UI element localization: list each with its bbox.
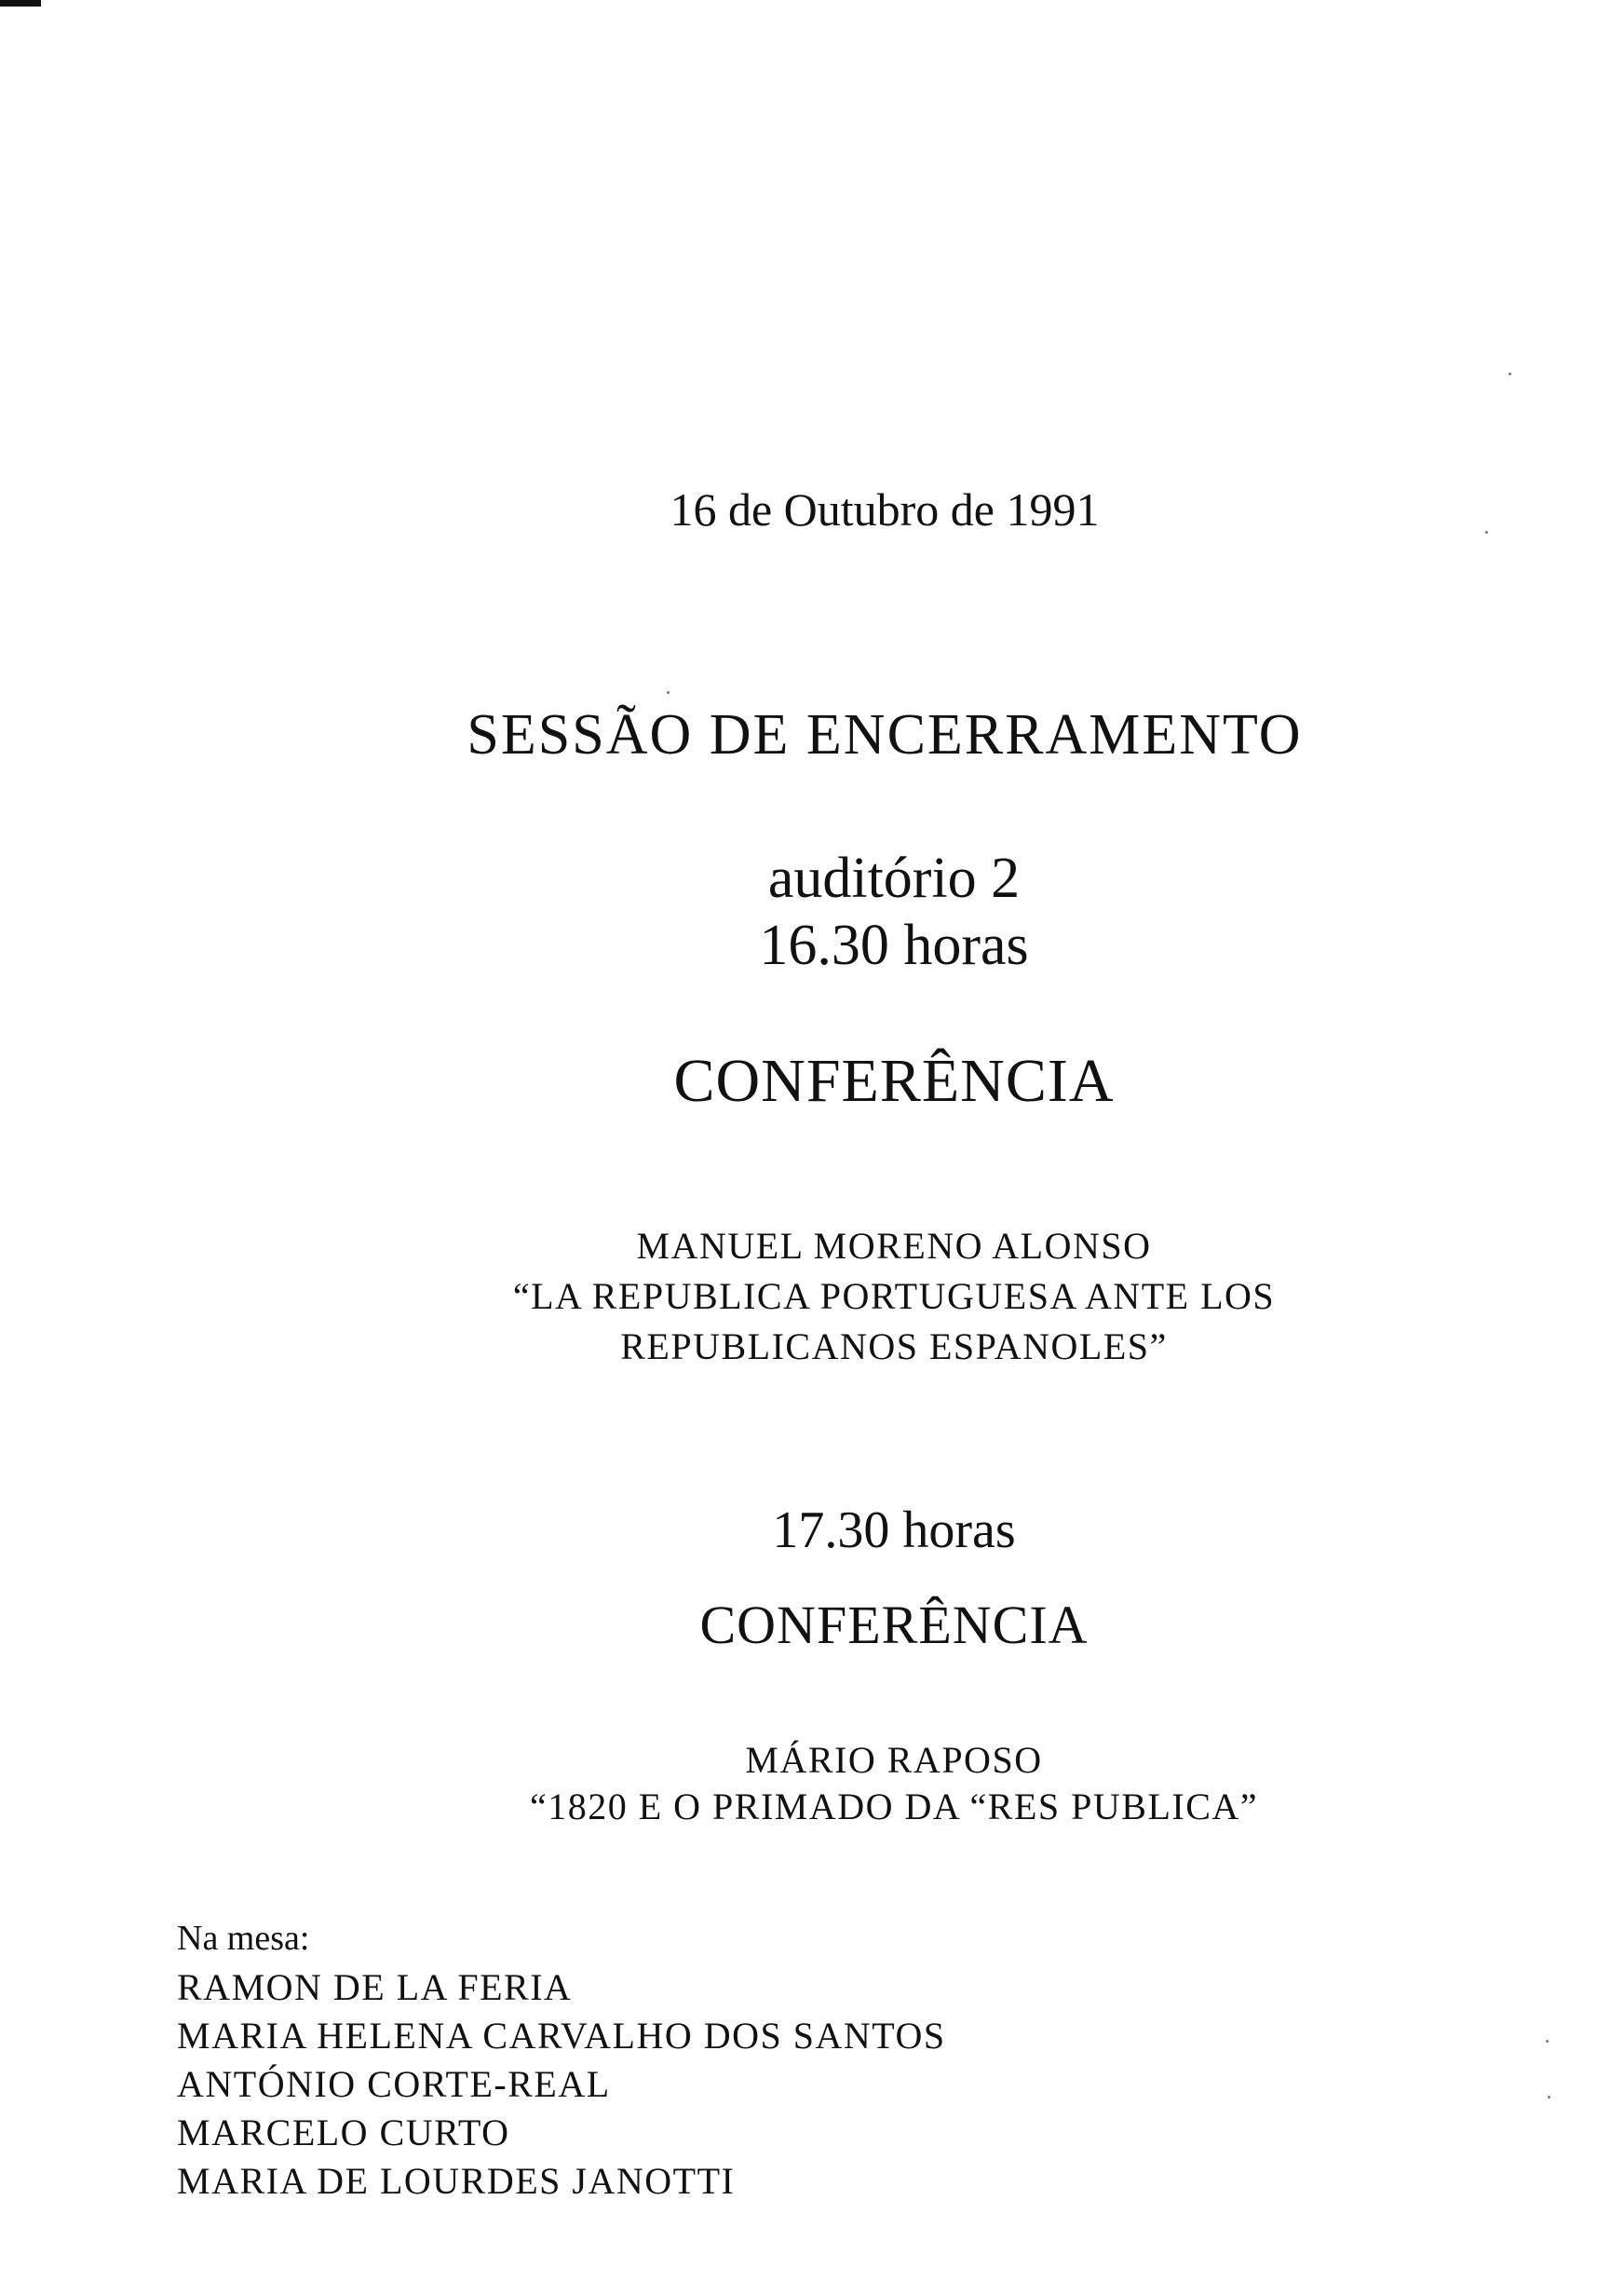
first-speaker: MANUEL MORENO ALONSO bbox=[636, 1225, 1152, 1267]
second-talk-title: “1820 E O PRIMADO DA “RES PUBLICA” bbox=[529, 1786, 1259, 1827]
event-date: 16 de Outubro de 1991 bbox=[670, 483, 1100, 536]
first-talk-title-line-2: REPUBLICANOS ESPANOLES” bbox=[620, 1325, 1168, 1367]
session-title: SESSÃO DE ENCERRAMENTO bbox=[467, 703, 1303, 767]
table-label: Na mesa: bbox=[177, 1919, 310, 1958]
table-member: MARCELO CURTO bbox=[177, 2112, 510, 2153]
first-talk-title-line-1: “LA REPUBLICA PORTUGUESA ANTE LOS bbox=[512, 1275, 1276, 1317]
table-member: RAMON DE LA FERIA bbox=[177, 1966, 573, 2008]
venue: auditório 2 bbox=[767, 847, 1021, 910]
table-member: MARIA DE LOURDES JANOTTI bbox=[177, 2160, 736, 2202]
scan-speck bbox=[1548, 2096, 1550, 2098]
scan-edge-mark bbox=[0, 0, 41, 7]
scan-speck bbox=[667, 691, 670, 694]
first-session-time: 16.30 horas bbox=[759, 914, 1029, 977]
second-conference-heading: CONFERÊNCIA bbox=[699, 1595, 1089, 1655]
table-member: MARIA HELENA CARVALHO DOS SANTOS bbox=[177, 2015, 946, 2057]
table-member: ANTÓNIO CORTE-REAL bbox=[177, 2063, 611, 2105]
first-conference-heading: CONFERÊNCIA bbox=[673, 1047, 1115, 1115]
scan-speck bbox=[1509, 373, 1511, 375]
second-speaker: MÁRIO RAPOSO bbox=[745, 1739, 1043, 1781]
second-session-time: 17.30 horas bbox=[772, 1501, 1016, 1559]
scan-speck bbox=[1546, 2040, 1549, 2043]
